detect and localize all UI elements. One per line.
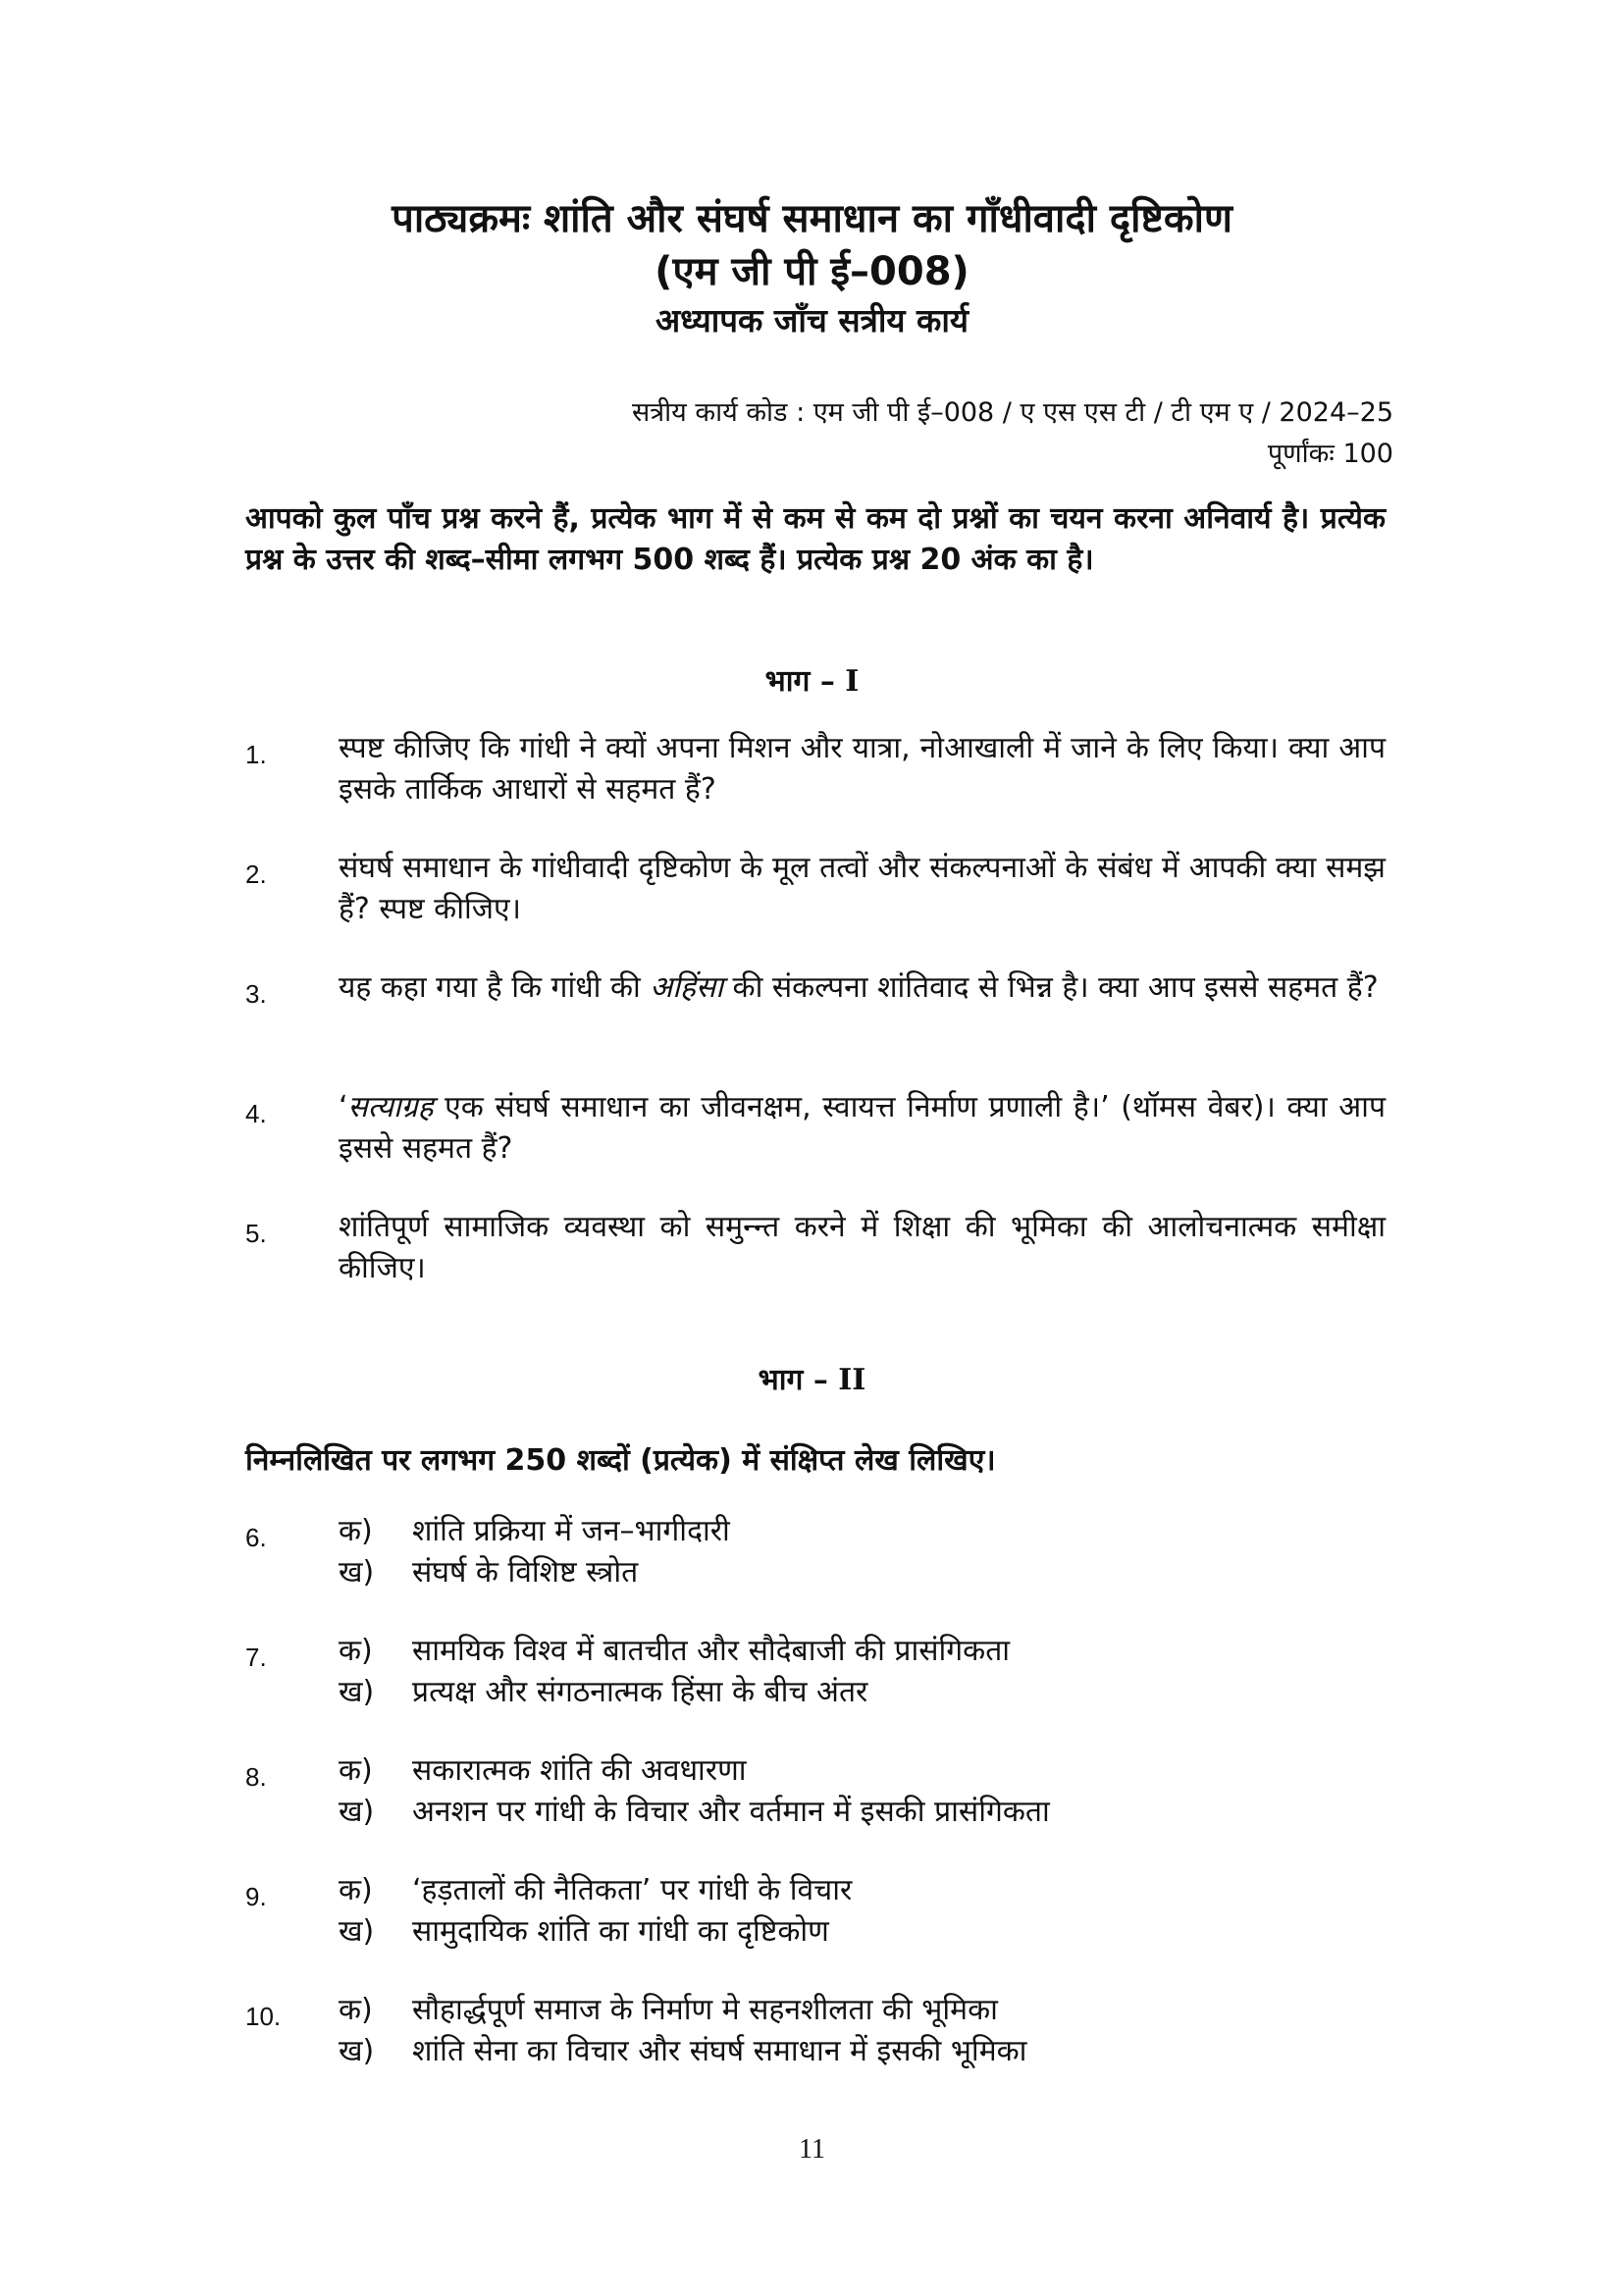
sub-label: क): [339, 1514, 373, 1548]
sub-question-a: [245, 1990, 1386, 2031]
sub-question-b: [245, 1672, 1386, 1713]
sub-text: ‘हड़तालों की नैतिकता’ पर गांधी के विचार: [412, 1873, 853, 1907]
question-text: [339, 967, 1386, 1009]
question-6: [245, 1511, 1386, 1593]
question-text: [339, 1087, 1386, 1170]
sub-label: ख): [339, 1795, 375, 1829]
course-code: (एम जी पी ई–008): [655, 249, 969, 294]
question-10: [245, 1990, 1386, 2072]
sub-text: प्रत्यक्ष और संगठनात्मक हिंसा के बीच अंतर: [412, 1675, 868, 1709]
sub-question-a: [245, 1511, 1386, 1552]
question-text-start: ‘: [339, 1090, 348, 1124]
sub-question-b: [245, 2031, 1386, 2072]
sub-text: सौहार्द्धपूर्ण समाज के निर्माण मे सहनशीलता की भूमिका: [412, 1993, 998, 2027]
question-text-start: यह कहा गया है कि गांधी की: [339, 970, 651, 1005]
sub-label: क): [339, 1873, 373, 1907]
sub-label: क): [339, 1993, 373, 2027]
question-text: स्पष्ट कीजिए कि गांधी ने क्यों अपना मिशन और यात्रा, नोआखाली में जाने के लिए किया। क्या आप इसके तार्किक आधारों से सहमत हैं?: [339, 731, 1386, 807]
question-8: [245, 1750, 1386, 1833]
question-number: 5.: [245, 1219, 267, 1248]
sub-question-a: [245, 1870, 1386, 1911]
italic-term: सत्याग्रह: [347, 1090, 434, 1124]
question-text-end: की संकल्पना शांतिवाद से भिन्न है। क्या आप इससे सहमत हैं?: [723, 970, 1379, 1005]
sub-text: शांति प्रक्रिया में जन–भागीदारी: [412, 1514, 730, 1548]
sub-question-b: [245, 1911, 1386, 1953]
question-5: [245, 1207, 1386, 1289]
sub-label: ख): [339, 2034, 375, 2068]
sub-label: क): [339, 1753, 373, 1788]
question-number: 10.: [245, 2002, 282, 2031]
sub-label: ख): [339, 1675, 375, 1709]
question-2: [245, 848, 1386, 930]
question-number: 3.: [245, 979, 267, 1009]
sub-label: ख): [339, 1555, 375, 1590]
assignment-type: अध्यापक जाँच सत्रीय कार्य: [655, 301, 969, 339]
course-title: पाठ्यक्रमः शांति और संघर्ष समाधान का गाँधीवादी दृष्टिकोण: [392, 196, 1232, 241]
question-number: 9.: [245, 1882, 267, 1911]
sub-text: अनशन पर गांधी के विचार और वर्तमान में इसकी प्रासंगिकता: [412, 1795, 1050, 1829]
question-3: [245, 967, 1386, 1009]
max-marks: पूर्णांकः 100: [1267, 439, 1393, 469]
question-1: [245, 728, 1386, 810]
question-text-end: एक संघर्ष समाधान का जीवनक्षम, स्वायत्त निर्माण प्रणाली है।’ (थॉमस वेबर)। क्या आप इससे सहमत हैं?: [339, 1090, 1386, 1166]
question-text: शांतिपूर्ण सामाजिक व्यवस्था को समुन्न्त करने में शिक्षा की भूमिका की आलोचनात्मक समीक्षा कीजिए।: [339, 1210, 1386, 1285]
sub-label: क): [339, 1634, 373, 1668]
sub-question-b: [245, 1552, 1386, 1593]
sub-text: सामयिक विश्व में बातचीत और सौदेबाजी की प्रासंगिकता: [412, 1634, 1011, 1668]
question-text: संघर्ष समाधान के गांधीवादी दृष्टिकोण के मूल तत्वों और संकल्पनाओं के संबंध में आपकी क्या समझ हैं? स्पष्ट कीजिए।: [339, 851, 1386, 926]
assignment-code: सत्रीय कार्य कोड : एम जी पी ई–008 / ए एस एस टी / टी एम ए / 2024–25: [631, 397, 1393, 428]
italic-term: अहिंसा: [650, 970, 723, 1005]
sub-text: संघर्ष के विशिष्ट स्त्रोत: [412, 1555, 639, 1590]
question-7: [245, 1631, 1386, 1713]
title-block: [0, 192, 1624, 343]
sub-label: ख): [339, 1914, 375, 1949]
question-number: 6.: [245, 1523, 267, 1552]
question-number: 2.: [245, 860, 267, 889]
general-instructions: आपको कुल पाँच प्रश्न करने हैं, प्रत्येक भाग में से कम से कम दो प्रश्नों का चयन करना अनिवार्य है। प्रत्येक प्रश्न के उत्तर की शब्द–सीमा लगभग 500 शब्द हैं। प्रत्येक प्रश्न 20 अंक का है।: [245, 501, 1386, 577]
question-9: [245, 1870, 1386, 1953]
sub-question-a: [245, 1631, 1386, 1672]
page-number: 11: [799, 2134, 825, 2165]
question-number: 7.: [245, 1643, 267, 1672]
assignment-meta: [632, 392, 1393, 475]
sub-question-b: [245, 1792, 1386, 1833]
part-1-heading: भाग – I: [764, 664, 860, 699]
question-number: 8.: [245, 1762, 267, 1792]
sub-text: सामुदायिक शांति का गांधी का दृष्टिकोण: [412, 1914, 829, 1949]
sub-text: शांति सेना का विचार और संघर्ष समाधान में इसकी भूमिका: [412, 2034, 1027, 2068]
sub-text: सकारात्मक शांति की अवधारणा: [412, 1753, 747, 1788]
question-number: 4.: [245, 1099, 267, 1128]
sub-question-a: [245, 1750, 1386, 1792]
part-2-instruction: निम्नलिखित पर लगभग 250 शब्दों (प्रत्येक) में संक्षिप्त लेख लिखिए।: [245, 1443, 996, 1478]
question-4: [245, 1087, 1386, 1170]
question-number: 1.: [245, 740, 267, 769]
part-2-heading: भाग – II: [758, 1363, 866, 1397]
